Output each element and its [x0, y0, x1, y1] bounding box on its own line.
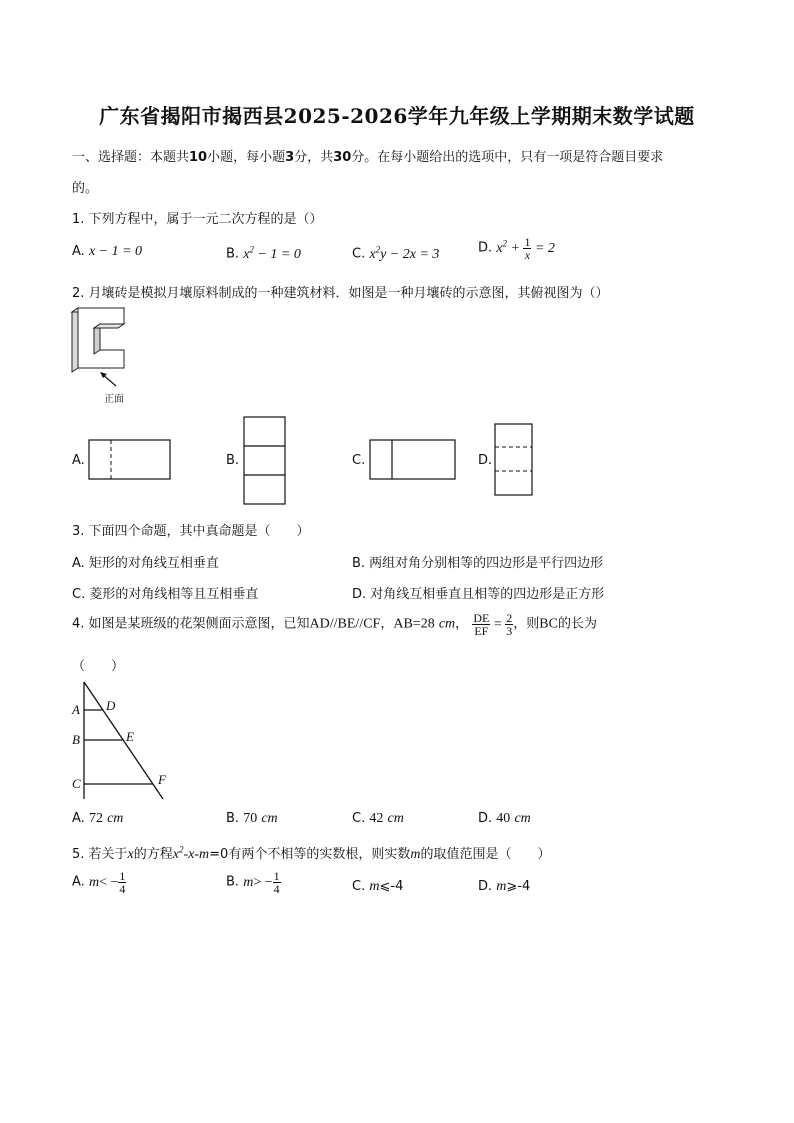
- q3-stem-close: ）: [296, 524, 310, 539]
- section-mid3: 分。在每小题给出的选项中，只有一项是符合题目要求: [351, 150, 664, 165]
- q1-d-label: D.: [478, 240, 493, 256]
- fig-label-a: A: [72, 702, 80, 717]
- fig-label-d: D: [106, 698, 116, 713]
- q4-c-unit: cm: [387, 811, 404, 826]
- q1-a-label: A.: [72, 244, 85, 259]
- q4-parallel: AD//BE//CF: [309, 616, 381, 632]
- q5-stem-mid1: 的方程: [133, 847, 173, 862]
- q1-b-x: x: [243, 246, 250, 262]
- q1-option-a: [72, 244, 142, 260]
- q3-option-d: D. 对角线互相垂直且相等的四边形是正方形: [352, 587, 605, 602]
- q5-d-m: m: [496, 879, 507, 894]
- q1-d-plus: +: [507, 240, 524, 256]
- points-total: 30: [333, 150, 352, 165]
- fig-label-b: B: [72, 732, 80, 747]
- q5-stem-post: 的取值范围是（ ）: [420, 847, 551, 862]
- q4-stem-post-pre: ，则: [513, 616, 540, 632]
- q4-c-label: C.: [352, 811, 366, 826]
- q4-b-label: B.: [226, 811, 240, 826]
- q1-stem: 1. 下列方程中，属于一元二次方程的是（）: [72, 212, 323, 227]
- q5-d-rel: ⩾-4: [506, 879, 531, 894]
- q5-var-m: m: [410, 847, 421, 862]
- q4-ab: AB=28: [393, 616, 435, 632]
- q4-d-val: 40: [496, 811, 511, 826]
- q5-option-b: [226, 870, 281, 895]
- section-header: [72, 146, 663, 165]
- q4-c-val: 42: [369, 811, 384, 826]
- q4-val-num: 2: [506, 611, 513, 625]
- section-header-line2: 的。: [72, 181, 99, 196]
- q4-de-ef-fraction: [472, 612, 490, 637]
- front-label: 正面: [104, 394, 124, 405]
- q4-shelf-figure: [70, 678, 180, 808]
- q4-frac-num: DE: [473, 611, 490, 625]
- q2-stem: 2. 月壤砖是模拟月壤原料制成的一种建筑材料．如图是一种月壤砖的示意图，其俯视图为（）: [72, 286, 609, 301]
- q5-stem-pre: 5. 若关于: [72, 847, 128, 862]
- q4-option-a: [72, 811, 123, 827]
- q4-stem-post: 的长为: [557, 616, 597, 632]
- q1-d-den: x: [524, 248, 531, 262]
- q4-sep2: ，: [455, 616, 469, 632]
- q5-eq-rest: -x-m: [183, 847, 210, 862]
- fig-label-f: F: [158, 772, 166, 787]
- q4-sep1: ，: [380, 616, 394, 632]
- q4-val-den: 3: [506, 624, 513, 638]
- q1-b-label: B.: [226, 246, 240, 262]
- q2-option-b-figure[interactable]: [243, 416, 287, 506]
- q1-a-expr: x − 1 = 0: [88, 244, 143, 259]
- q5-option-c: [352, 879, 403, 895]
- q5-b-rel: > −: [253, 874, 273, 890]
- q1-c-label: C.: [352, 246, 366, 262]
- q5-a-num: 1: [119, 869, 126, 883]
- q2-d-label: D.: [478, 453, 493, 468]
- points-each: 3: [285, 150, 295, 165]
- q4-a-val: 72: [88, 811, 103, 826]
- q4-bc: BC: [539, 616, 558, 632]
- section-prefix: 一、选择题：本题共: [72, 150, 190, 165]
- q1-c-x: x: [369, 246, 376, 262]
- q5-c-label: C.: [352, 879, 366, 894]
- q4-b-val: 70: [243, 811, 258, 826]
- q2-b-label: B.: [226, 453, 240, 468]
- q5-a-m: m: [88, 874, 100, 890]
- q4-option-c: [352, 811, 404, 827]
- fig-label-e: E: [126, 729, 134, 744]
- q2-option-d-figure[interactable]: [494, 423, 534, 497]
- q1-d-num: 1: [524, 235, 531, 249]
- q1-b-sup: 2: [249, 244, 254, 254]
- q2-option-c-figure[interactable]: [369, 439, 457, 481]
- q5-c-rel: ⩽-4: [379, 879, 404, 894]
- q5-a-fraction: [118, 870, 126, 895]
- q2-c-label: C.: [352, 453, 366, 468]
- q4-a-label: A.: [72, 811, 85, 826]
- q1-c-sup: 2: [375, 244, 381, 254]
- q1-option-d: [478, 236, 555, 261]
- q1-d-sup: 2: [502, 238, 508, 249]
- q5-eq-x: x: [172, 847, 179, 862]
- q4-b-unit: cm: [261, 811, 278, 826]
- q1-d-x: x: [496, 240, 503, 256]
- q3-stem: [72, 520, 310, 539]
- q5-eq-zero: =0: [209, 847, 229, 862]
- page-title: 广东省揭阳市揭西县2025-2026学年九年级上学期期末数学试题: [99, 104, 695, 128]
- q5-a-den: 4: [119, 882, 126, 896]
- q1-d-rest: = 2: [531, 240, 555, 256]
- q4-d-unit: cm: [514, 811, 531, 826]
- q4-option-d: [478, 811, 531, 827]
- q5-d-label: D.: [478, 879, 493, 894]
- q5-stem-mid2: 有两个不相等的实数根，则实数: [228, 847, 411, 862]
- q4-option-b: [226, 811, 278, 827]
- q4-a-unit: cm: [107, 811, 124, 826]
- q5-b-label: B.: [226, 874, 240, 890]
- q5-b-den: 4: [273, 882, 280, 896]
- q5-var-x: x: [127, 847, 134, 862]
- q1-option-b: [226, 244, 301, 263]
- q4-stem: [72, 612, 597, 637]
- q1-option-c: [352, 244, 439, 263]
- section-mid1: 小题，每小题: [207, 150, 286, 165]
- q4-frac-den: EF: [474, 624, 489, 638]
- q4-stem-pre: 4. 如图是某班级的花架侧面示意图，已知: [72, 616, 310, 632]
- q3-option-a: A. 矩形的对角线互相垂直: [72, 556, 219, 571]
- q5-a-rel: < −: [99, 874, 119, 890]
- q4-d-label: D.: [478, 811, 493, 826]
- q5-b-fraction: [273, 870, 281, 895]
- q5-a-label: A.: [72, 874, 85, 890]
- section-mid2: 分，共: [294, 150, 334, 165]
- q2-a-label: A.: [72, 453, 85, 468]
- q5-b-num: 1: [273, 869, 280, 883]
- q5-c-m: m: [369, 879, 380, 894]
- q5-eq-sup: 2: [179, 844, 184, 855]
- q4-eq: =: [490, 616, 506, 632]
- q5-b-m: m: [243, 874, 254, 890]
- question-count: 10: [189, 150, 208, 165]
- fig-label-c: C: [72, 776, 81, 791]
- q3-option-c: C. 菱形的对角线相等且互相垂直: [72, 587, 259, 602]
- q3-option-b: B. 两组对角分别相等的四边形是平行四边形: [352, 556, 604, 571]
- q5-option-a: [72, 870, 126, 895]
- q3-stem-text: 3. 下面四个命题，其中真命题是（: [72, 524, 271, 539]
- q4-unit: cm: [438, 616, 456, 632]
- q5-option-d: [478, 879, 530, 895]
- q4-paren: （ ）: [72, 659, 125, 674]
- q5-stem: [72, 843, 550, 863]
- q2-option-a-figure[interactable]: [88, 439, 172, 481]
- q1-b-rest: − 1 = 0: [253, 246, 301, 262]
- q1-c-rest: y − 2x = 3: [380, 246, 440, 262]
